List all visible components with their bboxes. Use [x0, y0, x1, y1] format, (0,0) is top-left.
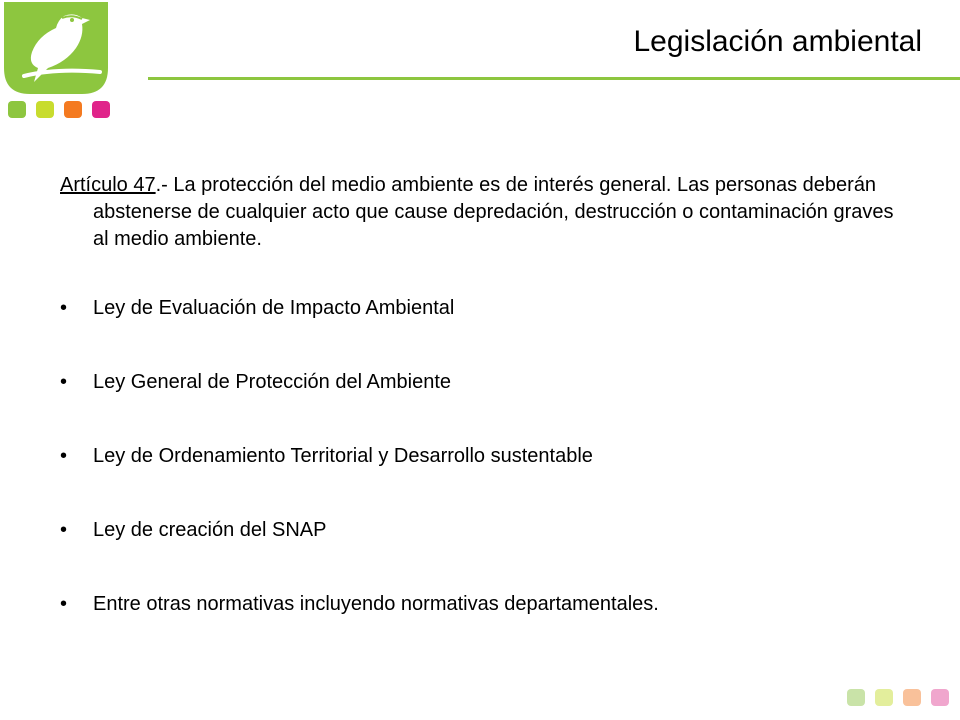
bullet-dot: • — [60, 593, 68, 615]
list-item — [60, 443, 880, 517]
color-squares-top — [8, 101, 110, 118]
bullet-dot: • — [60, 297, 68, 319]
list-item-text: Entre otras normativas incluyendo normativas departamentales. — [93, 593, 659, 615]
list-item-text: Ley General de Protección del Ambiente — [93, 371, 451, 393]
faded-lime-square — [875, 689, 893, 706]
legislation-list — [60, 295, 880, 665]
list-item-text: Ley de creación del SNAP — [93, 519, 327, 541]
list-item-text: Ley de Evaluación de Impacto Ambiental — [93, 297, 455, 319]
article-text: .- La protección del medio ambiente es de interés general. Las personas deberán abstenerse de cualquier acto que cause depredación, destrucción o contaminación graves al medio ambiente. — [93, 174, 894, 250]
bullet-dot: • — [60, 519, 68, 541]
list-item — [60, 369, 880, 443]
faded-orange-square — [903, 689, 921, 706]
bullet-dot: • — [60, 445, 68, 467]
pink-square — [92, 101, 110, 118]
slide-title: Legislación ambiental — [633, 25, 922, 58]
list-item — [60, 295, 880, 369]
color-squares-bottom — [847, 689, 949, 706]
faded-pink-square — [931, 689, 949, 706]
list-item — [60, 591, 880, 665]
list-item-text: Ley de Ordenamiento Territorial y Desarrollo sustentable — [93, 445, 593, 467]
list-item — [60, 517, 880, 591]
green-square — [8, 101, 26, 118]
article-paragraph — [60, 172, 913, 253]
article-reference: Artículo 47 — [60, 174, 156, 196]
lime-square — [36, 101, 54, 118]
orange-square — [64, 101, 82, 118]
title-underline-rule — [148, 77, 960, 80]
bullet-dot: • — [60, 371, 68, 393]
faded-green-square — [847, 689, 865, 706]
bird-logo-icon — [4, 2, 108, 94]
